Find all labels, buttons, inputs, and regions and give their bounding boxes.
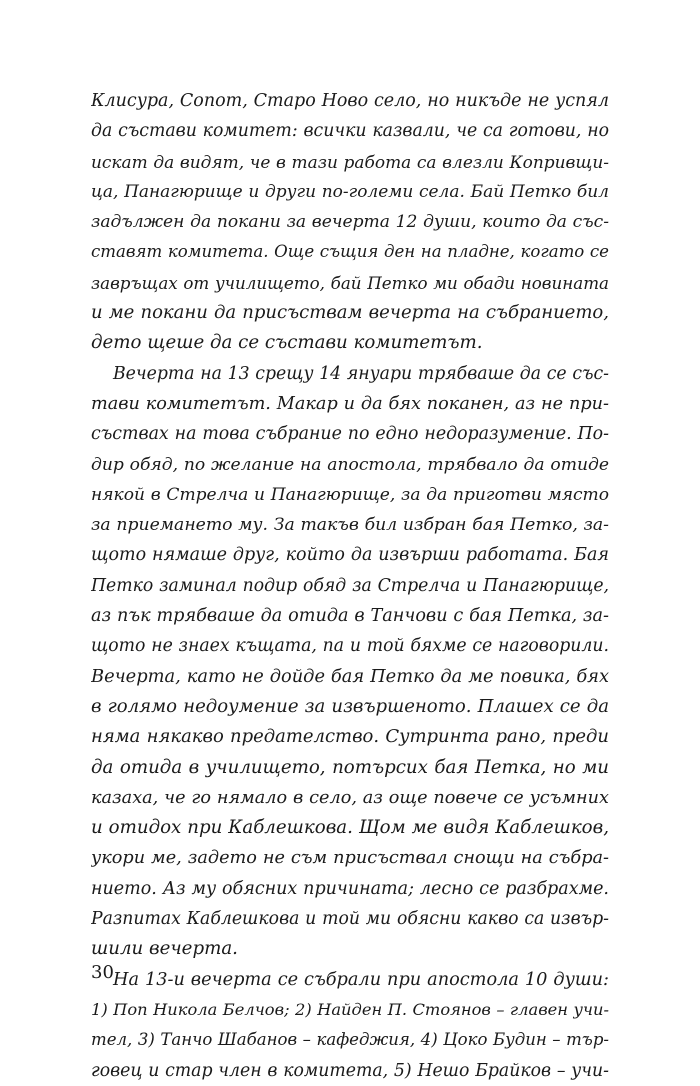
text-line: Разпитах Каблешкова и той ми обясни какво са извър- xyxy=(91,909,609,930)
text-line: и ме покани да присъствам вечерта на събранието, xyxy=(91,302,609,324)
text-line: завръщах от училището, бай Петко ми обади новината xyxy=(91,272,609,293)
text-line: говец и стар член в комитета, 5) Нешо Брайков – учи- xyxy=(91,1060,609,1081)
text-line: Вечерта на 13 срещу 14 януари трябваше да се със- xyxy=(113,363,609,384)
text-line: На 13-и вечерта се събрали при апостола 10 души: xyxy=(113,969,609,990)
text-line: ца, Панагюрище и други по-големи села. Бай Петко бил xyxy=(91,181,609,202)
text-line: Клисура, Сопот, Старо Ново село, но никъде не успял xyxy=(91,91,609,111)
text-line: тел, 3) Танчо Шабанов – кафеджия, 4) Цоко Будин – тър- xyxy=(91,1030,609,1050)
text-line: шили вечерта. xyxy=(91,938,238,960)
text-line: някой в Стрелча и Панагюрище, за да приготви място xyxy=(91,484,609,505)
paragraph-3 xyxy=(91,965,609,1086)
text-line: аз пък трябваше да отида в Танчови с бая Петка, за- xyxy=(91,606,609,627)
text-line: 1) Поп Никола Белчов; 2) Найден П. Стоянов – главен учи- xyxy=(91,999,609,1019)
text-line: в голямо недоумение за извършеното. Плашех се да xyxy=(91,695,609,717)
paragraph-1 xyxy=(91,86,609,359)
text-line: за приемането му. За такъв бил избран бая Петко, за- xyxy=(91,515,609,536)
text-line: Петко заминал подир обяд за Стрелча и Панагюрище, xyxy=(91,575,609,596)
text-line: щото нямаше друг, който да извърши работата. Бая xyxy=(91,545,609,566)
text-line: дир обяд, по желание на апостола, трябвало да отиде xyxy=(91,454,609,475)
text-line: щото не знаех къщата, па и той бяхме се наговорили. xyxy=(91,636,609,657)
text-line: няма някакво предателство. Сутринта рано, преди xyxy=(91,726,609,748)
paragraph-2 xyxy=(91,359,609,965)
text-line: искат да видят, че в тази работа са влезли Копривщи- xyxy=(91,151,609,172)
text-line: нието. Аз му обясних причината; лесно се разбрахме. xyxy=(91,878,609,899)
text-line: дето щеше да се състави комитетът. xyxy=(91,332,483,354)
text-line: укори ме, задето не съм присъствал снощи на събра- xyxy=(91,848,609,869)
text-line: да състави комитет: всички казвали, че са готови, но xyxy=(91,121,609,142)
text-line: казаха, че го нямало в село, аз още повече се усъмних xyxy=(91,787,609,808)
text-line: Вечерта, като не дойде бая Петко да ме повика, бях xyxy=(91,665,609,687)
text-line: задължен да покани за вечерта 12 души, които да със- xyxy=(91,212,609,233)
text-line: съствах на това събрание по едно недоразумение. По- xyxy=(91,424,609,445)
body-text xyxy=(91,86,609,1086)
text-line: тави комитетът. Макар и да бях поканен, аз не при- xyxy=(91,393,609,414)
text-line: ставят комитета. Още същия ден на пладне, когато се xyxy=(91,242,609,262)
page-number: 30 xyxy=(91,962,114,983)
text-line: да отида в училището, потърсих бая Петка, но ми xyxy=(91,756,609,778)
text-line: и отидох при Каблешкова. Щом ме видя Каблешков, xyxy=(91,817,609,839)
